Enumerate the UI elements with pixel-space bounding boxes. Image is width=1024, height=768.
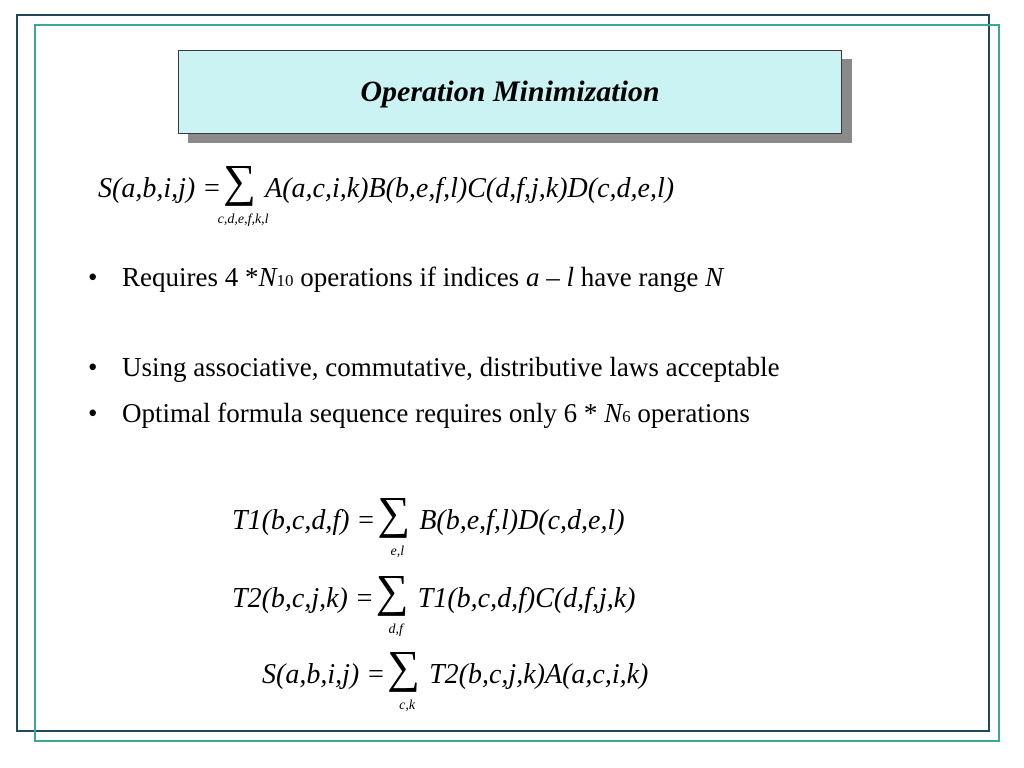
summation-symbol: ∑ d,f (375, 565, 409, 637)
main-equation-sum-subscript: c,d,e,f,k,l (217, 212, 269, 227)
bullet-item: • Using associative, commutative, distributive laws acceptable (88, 352, 780, 382)
equation-s: S(a,b,i,j) = ∑ c,k T2(b,c,j,k)A(a,c,i,k) (262, 641, 649, 713)
summation-symbol: ∑ c,k (387, 641, 420, 713)
slide-title-text: Operation Minimization (360, 75, 660, 108)
main-equation (98, 155, 675, 227)
bullet-item: • Optimal formula sequence requires only 6 * N 6 operations (88, 398, 750, 428)
main-equation-rhs: A(a,c,i,k)B(b,e,f,l)C(d,f,j,k)D(c,d,e,l) (265, 173, 675, 204)
equation-t1: T1(b,c,d,f) = ∑ e,l B(b,e,f,l)D(c,d,e,l) (232, 487, 625, 559)
summation-symbol: ∑ c,d,e,f,k,l (217, 155, 269, 227)
slide-title (178, 50, 842, 134)
bullet-item: • Requires 4 * N 10 operations if indices a – l have range N (88, 262, 724, 292)
main-equation-lhs: S(a,b,i,j) = (98, 173, 222, 204)
summation-symbol: ∑ e,l (377, 487, 411, 559)
equation-t2: T2(b,c,j,k) = ∑ d,f T1(b,c,d,f)C(d,f,j,k) (232, 565, 636, 637)
